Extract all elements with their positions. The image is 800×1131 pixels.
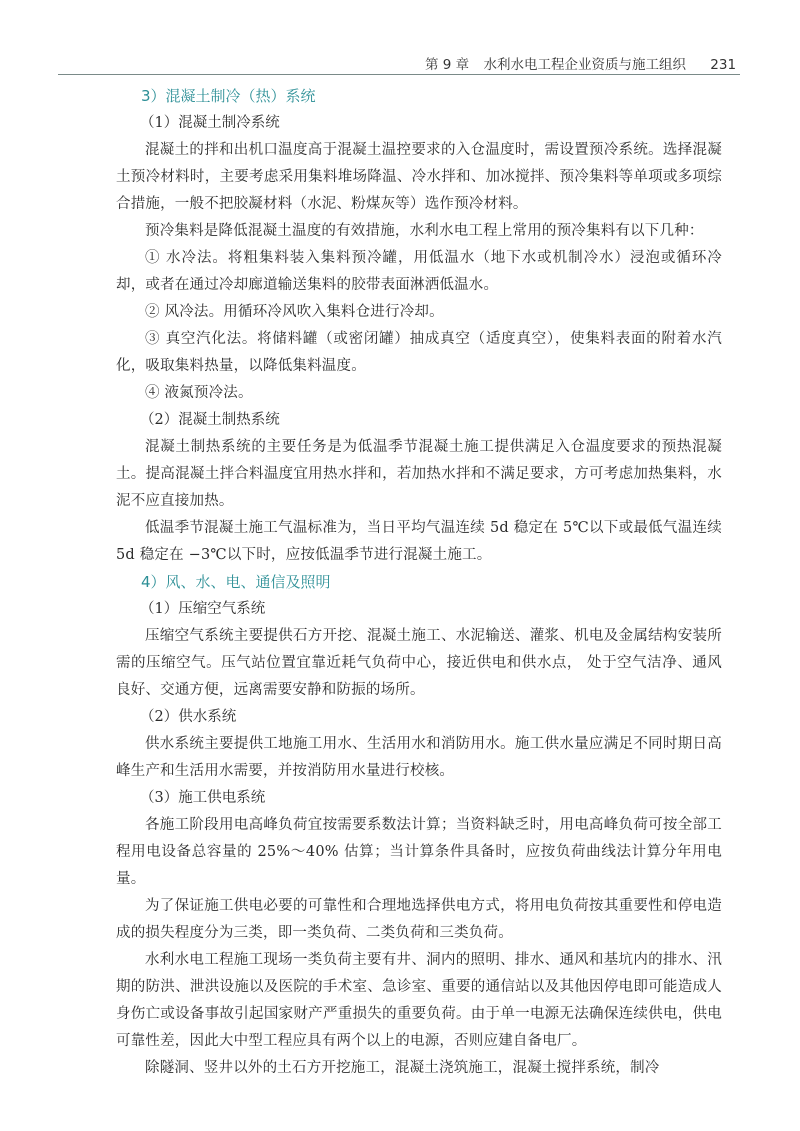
page-body bbox=[116, 83, 722, 1082]
paragraph: 为了保证施工供电必要的可靠性和合理地选择供电方式，将用电负荷按其重要性和停电造成的损失程度分为三类，即一类负荷、二类负荷和三类负荷。 bbox=[116, 898, 722, 941]
paragraph: 除隧洞、竖井以外的土石方开挖施工，混凝土浇筑施工，混凝土搅拌系统，制冷 bbox=[145, 1060, 660, 1076]
subheading-water-supply: （2）供水系统 bbox=[140, 709, 237, 725]
paragraph: ② 风冷法。用循环冷风吹入集料仓进行冷却。 bbox=[145, 304, 444, 320]
paragraph: 水利水电工程施工现场一类负荷主要有井、洞内的照明、排水、通风和基坑内的排水、汛期的防洪、泄洪设施以及医院的手术室、急诊室、重要的通信站以及其他因停电即可能造成人身伤亡或设备事故引起国家财产严重损失的重要负荷。由于单一电源无法确保连续供电，供电可靠性差，因此大中型工程应具有两个以上的电源，否则应建自备电厂。 bbox=[116, 952, 722, 1049]
subheading-concrete-cooling: （1）混凝土制冷系统 bbox=[140, 115, 280, 131]
paragraph: ① 水冷法。将粗集料装入集料预冷罐，用低温水（地下水或机制冷水）浸泡或循环冷却，或者在通过冷却廊道输送集料的胶带表面淋洒低温水。 bbox=[116, 250, 722, 293]
paragraph: 各施工阶段用电高峰负荷宜按需要系数法计算；当资料缺乏时，用电高峰负荷可按全部工程用电设备总容量的 25%～40% 估算；当计算条件具备时，应按负荷曲线法计算分年用电量。 bbox=[116, 817, 722, 887]
paragraph: 压缩空气系统主要提供石方开挖、混凝土施工、水泥输送、灌浆、机电及金属结构安装所需的压缩空气。压气站位置宜靠近耗气负荷中心，接近供电和供水点， 处于空气洁净、通风良好、交通方便，远离需要安静和防振的场所。 bbox=[116, 628, 722, 698]
header-rule bbox=[58, 74, 740, 75]
paragraph: 混凝土制热系统的主要任务是为低温季节混凝土施工提供满足入仓温度要求的预热混凝土。提高混凝土拌合料温度宜用热水拌和，若加热水拌和不满足要求，方可考虑加热集料，水泥不应直接加热。 bbox=[116, 439, 722, 509]
paragraph: 预冷集料是降低混凝土温度的有效措施，水利水电工程上常用的预冷集料有以下几种： bbox=[145, 223, 704, 239]
header-text bbox=[425, 53, 736, 73]
paragraph: 供水系统主要提供工地施工用水、生活用水和消防用水。施工供水量应满足不同时期日高峰生产和生活用水需要，并按消防用水量进行校核。 bbox=[116, 736, 722, 779]
section-heading-3: 3）混凝土制冷（热）系统 bbox=[141, 87, 316, 105]
page-number: 231 bbox=[710, 57, 737, 73]
subheading-compressed-air: （1）压缩空气系统 bbox=[140, 601, 266, 617]
paragraph: 混凝土的拌和出机口温度高于混凝土温控要求的入仓温度时，需设置预冷系统。选择混凝土预冷材料时，主要考虑采用集料堆场降温、冷水拌和、加冰搅拌、预冷集料等单项或多项综合措施，一般不把胶凝材料（水泥、粉煤灰等）选作预冷材料。 bbox=[116, 142, 722, 212]
paragraph: 低温季节混凝土施工气温标准为，当日平均气温连续 5d 稳定在 5℃以下或最低气温连续 5d 稳定在 −3℃以下时，应按低温季节进行混凝土施工。 bbox=[116, 520, 722, 563]
paragraph: ④ 液氮预冷法。 bbox=[145, 385, 253, 401]
running-header bbox=[0, 48, 800, 74]
chapter-label: 第 9 章 bbox=[425, 57, 470, 73]
paragraph: ③ 真空汽化法。将储料罐（或密闭罐）抽成真空（适度真空），使集料表面的附着水汽化，吸取集料热量，以降低集料温度。 bbox=[116, 331, 722, 374]
subheading-power-supply: （3）施工供电系统 bbox=[140, 790, 266, 806]
subheading-concrete-heating: （2）混凝土制热系统 bbox=[140, 412, 280, 428]
chapter-title: 水利水电工程企业资质与施工组织 bbox=[483, 57, 686, 73]
section-heading-4: 4）风、水、电、通信及照明 bbox=[141, 573, 331, 591]
